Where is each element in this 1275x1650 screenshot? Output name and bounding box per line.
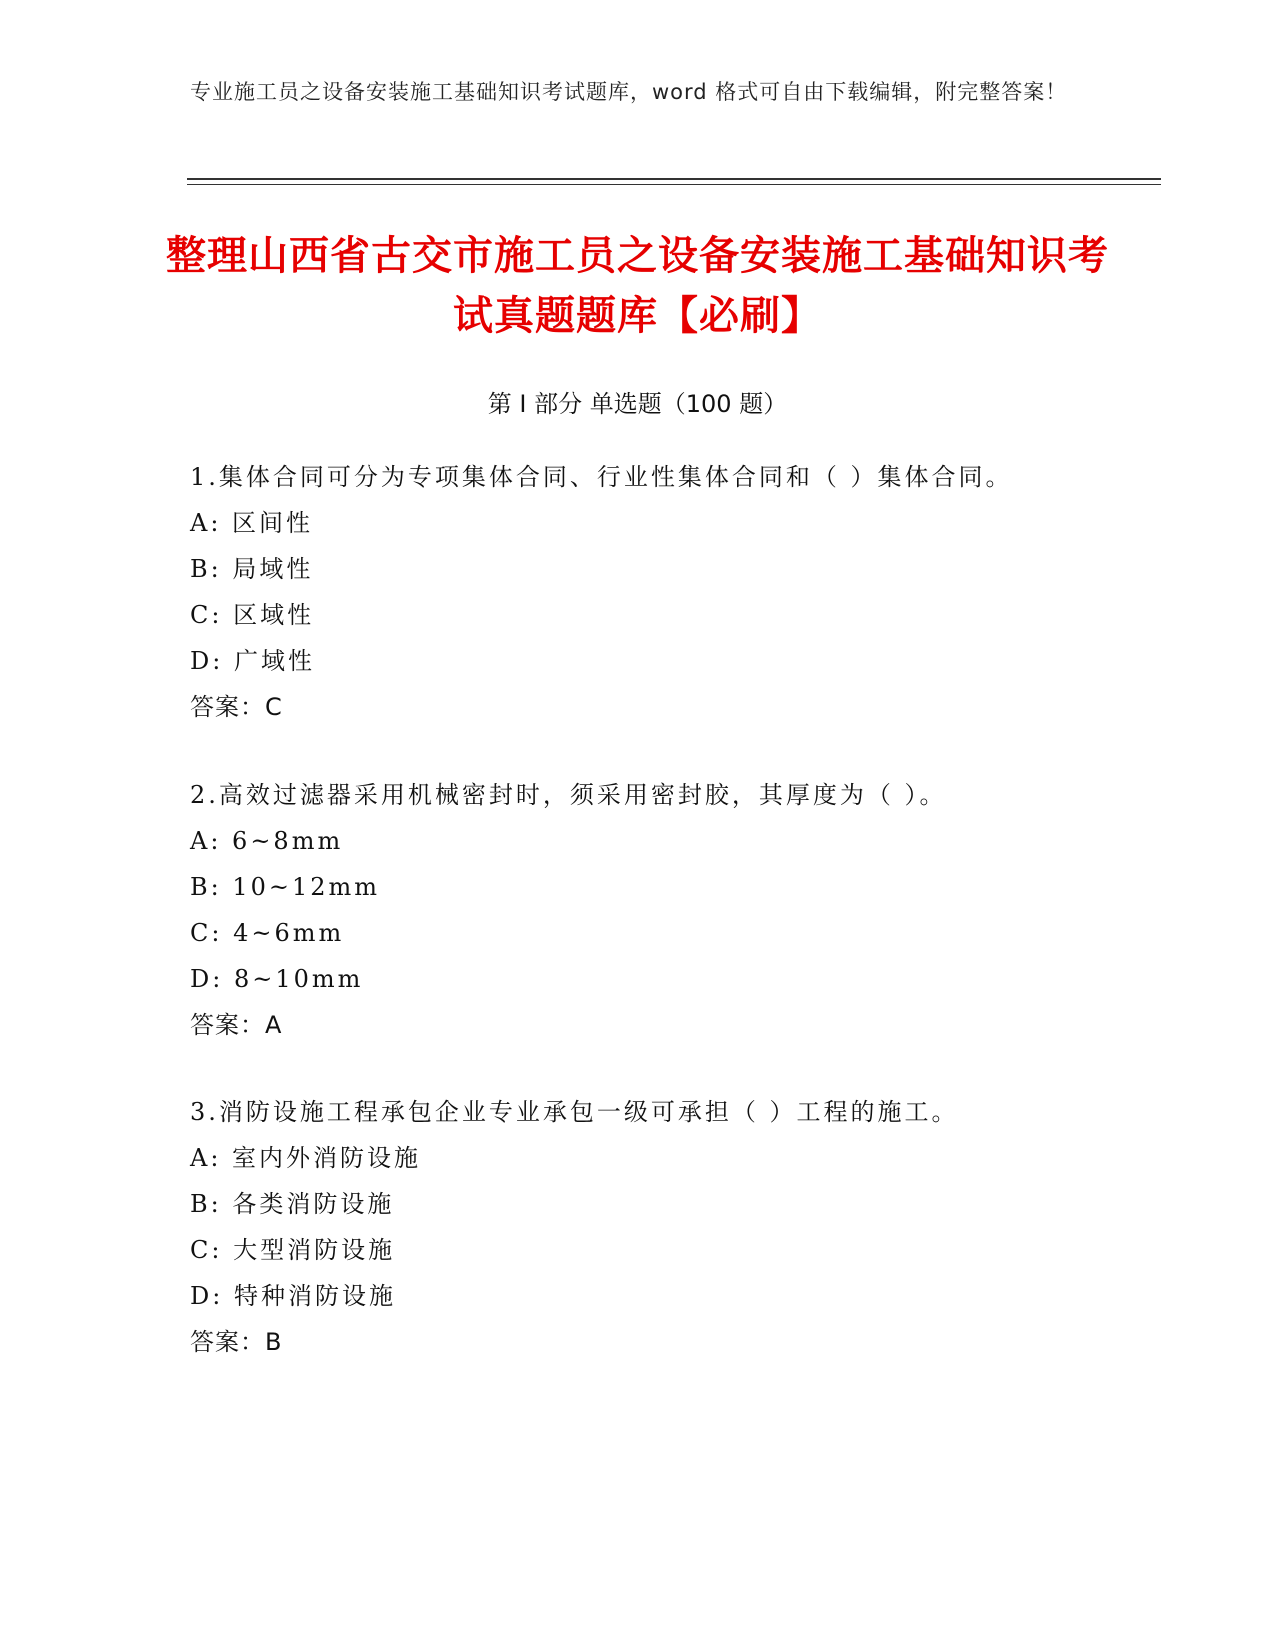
question-stem: 1.集体合同可分为专项集体合同、行业性集体合同和（ ）集体合同。	[190, 463, 1013, 491]
option-c: C: 区域性	[190, 601, 315, 629]
option-b: B: 局域性	[190, 555, 314, 583]
answer: 答案：C	[190, 693, 283, 721]
option-d: D: 特种消防设施	[190, 1282, 396, 1310]
header-divider-thin	[187, 184, 1161, 185]
answer: 答案：A	[190, 1011, 283, 1039]
document-title: 整理山西省古交市施工员之设备安装施工基础知识考试真题题库【必刷】	[166, 233, 1109, 339]
question-stem: 2.高效过滤器采用机械密封时，须采用密封胶，其厚度为（ ）。	[190, 781, 947, 809]
option-c: C: 4~6mm	[190, 919, 345, 947]
option-a: A: 6~8mm	[190, 827, 344, 855]
option-d: D: 8~10mm	[190, 965, 364, 993]
option-c: C: 大型消防设施	[190, 1236, 396, 1264]
option-b: B: 各类消防设施	[190, 1190, 395, 1218]
option-a: A: 区间性	[190, 509, 314, 537]
question-3	[190, 1089, 1170, 1365]
option-a: A: 室内外消防设施	[190, 1144, 422, 1172]
section-heading: 第 I 部分 单选题（100 题）	[487, 390, 788, 418]
option-d: D: 广域性	[190, 647, 315, 675]
answer: 答案：B	[190, 1328, 283, 1356]
header-divider-thick	[187, 178, 1161, 180]
question-1	[190, 454, 1170, 730]
question-stem: 3.消防设施工程承包企业专业承包一级可承担（ ）工程的施工。	[190, 1098, 959, 1126]
option-b: B: 10~12mm	[190, 873, 381, 901]
question-2	[190, 772, 1170, 1048]
header-note: 专业施工员之设备安装施工基础知识考试题库，word 格式可自由下载编辑，附完整答案！	[190, 80, 1068, 104]
